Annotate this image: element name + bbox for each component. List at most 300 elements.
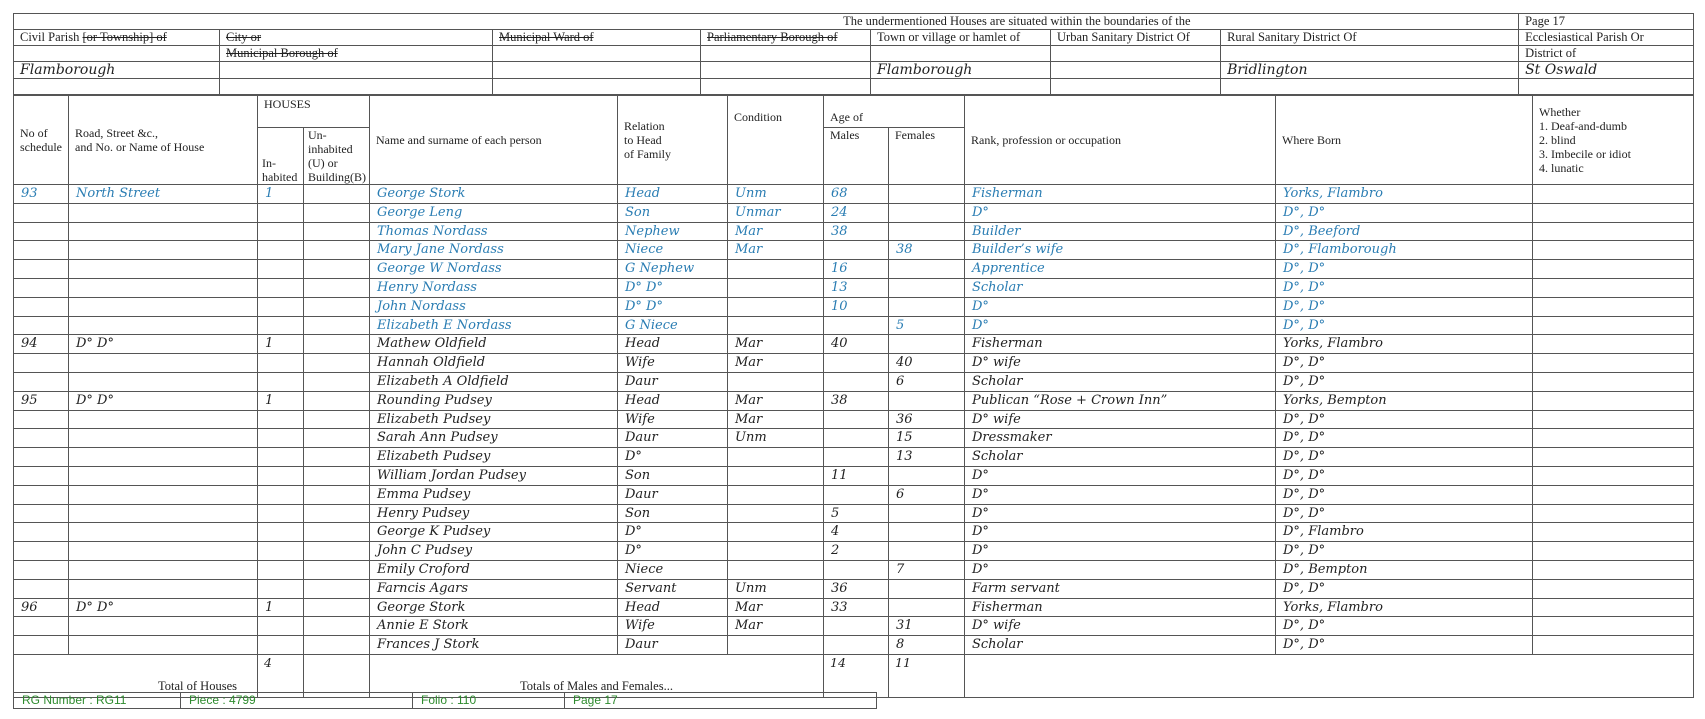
- cell-female: 13: [889, 448, 965, 467]
- district-header: [13, 13, 1694, 95]
- cell-whether: [1533, 636, 1694, 655]
- cell-relation: Son: [618, 466, 728, 485]
- cell-condition: [728, 466, 824, 485]
- cell-condition: Mar: [728, 241, 824, 260]
- cell-female: 6: [889, 485, 965, 504]
- cell-condition: Unm: [728, 429, 824, 448]
- census-row: [14, 185, 1694, 204]
- cell-inhabited: [258, 241, 304, 260]
- cell-inhabited: [258, 579, 304, 598]
- cell-male: 11: [824, 466, 889, 485]
- cell-condition: [728, 523, 824, 542]
- cell-female: [889, 185, 965, 204]
- cell-inhabited: [258, 636, 304, 655]
- condition-header: Condition: [728, 96, 824, 185]
- municipal-ward-label: Municipal Ward of: [493, 30, 701, 46]
- cell-road: [69, 466, 258, 485]
- cell-female: [889, 466, 965, 485]
- cell-whether: [1533, 598, 1694, 617]
- cell-whether: [1533, 297, 1694, 316]
- cell-road: [69, 260, 258, 279]
- cell-road: [69, 410, 258, 429]
- cell-road: North Street: [69, 185, 258, 204]
- cell-uninhabited: [304, 579, 370, 598]
- cell-male: 38: [824, 222, 889, 241]
- relation-header: Relation to Head of Family: [618, 96, 728, 185]
- cell-name: Farncis Agars: [370, 579, 618, 598]
- cell-occupation: Dressmaker: [965, 429, 1276, 448]
- cell-male: 2: [824, 542, 889, 561]
- cell-male: 4: [824, 523, 889, 542]
- urban-district-label: Urban Sanitary District Of: [1051, 30, 1221, 46]
- cell-uninhabited: [304, 429, 370, 448]
- cell-road: [69, 297, 258, 316]
- cell-inhabited: 1: [258, 598, 304, 617]
- schedule-header: No of schedule: [14, 96, 69, 185]
- parliamentary-borough-label: Parliamentary Borough of: [701, 30, 871, 46]
- cell-condition: Mar: [728, 335, 824, 354]
- cell-male: 5: [824, 504, 889, 523]
- cell-occupation: D° wife: [965, 354, 1276, 373]
- cell-whether: [1533, 222, 1694, 241]
- census-row: [14, 297, 1694, 316]
- cell-uninhabited: [304, 504, 370, 523]
- cell-occupation: D°: [965, 203, 1276, 222]
- census-row: [14, 598, 1694, 617]
- town-value: Flamborough: [871, 62, 1051, 79]
- cell-female: [889, 523, 965, 542]
- cell-born: D°, D°: [1276, 617, 1533, 636]
- cell-name: Thomas Nordass: [370, 222, 618, 241]
- cell-relation: Niece: [618, 241, 728, 260]
- cell-name: George K Pudsey: [370, 523, 618, 542]
- cell-whether: [1533, 410, 1694, 429]
- cell-female: [889, 391, 965, 410]
- cell-schedule: 93: [14, 185, 69, 204]
- rural-district-value: Bridlington: [1221, 62, 1519, 79]
- cell-born: D°, D°: [1276, 579, 1533, 598]
- census-row: [14, 542, 1694, 561]
- cell-name: Mathew Oldfield: [370, 335, 618, 354]
- cell-relation: Nephew: [618, 222, 728, 241]
- cell-male: [824, 241, 889, 260]
- cell-whether: [1533, 391, 1694, 410]
- cell-whether: [1533, 241, 1694, 260]
- cell-occupation: D° wife: [965, 410, 1276, 429]
- cell-condition: [728, 278, 824, 297]
- cell-uninhabited: [304, 542, 370, 561]
- name-header: Name and surname of each person: [370, 96, 618, 185]
- cell-occupation: D°: [965, 504, 1276, 523]
- cell-born: D°, Flamborough: [1276, 241, 1533, 260]
- census-row: [14, 560, 1694, 579]
- cell-schedule: 95: [14, 391, 69, 410]
- cell-occupation: Builder: [965, 222, 1276, 241]
- cell-road: D° D°: [69, 598, 258, 617]
- census-row: [14, 278, 1694, 297]
- cell-condition: Mar: [728, 410, 824, 429]
- cell-condition: [728, 636, 824, 655]
- cell-female: 5: [889, 316, 965, 335]
- cell-relation: D° D°: [618, 297, 728, 316]
- cell-occupation: D°: [965, 316, 1276, 335]
- cell-born: Yorks, Flambro: [1276, 335, 1533, 354]
- census-row: [14, 222, 1694, 241]
- cell-female: 40: [889, 354, 965, 373]
- cell-inhabited: [258, 523, 304, 542]
- cell-whether: [1533, 542, 1694, 561]
- cell-female: [889, 542, 965, 561]
- cell-schedule: [14, 260, 69, 279]
- cell-inhabited: 1: [258, 335, 304, 354]
- cell-inhabited: [258, 260, 304, 279]
- cell-male: 38: [824, 391, 889, 410]
- cell-female: [889, 579, 965, 598]
- census-row: [14, 335, 1694, 354]
- cell-name: Rounding Pudsey: [370, 391, 618, 410]
- cell-male: 10: [824, 297, 889, 316]
- cell-born: D°, D°: [1276, 410, 1533, 429]
- source-footer: [13, 692, 877, 709]
- cell-occupation: D°: [965, 560, 1276, 579]
- cell-female: 8: [889, 636, 965, 655]
- cell-relation: Wife: [618, 410, 728, 429]
- cell-condition: Unm: [728, 579, 824, 598]
- cell-male: 36: [824, 579, 889, 598]
- cell-born: D°, D°: [1276, 297, 1533, 316]
- cell-schedule: [14, 466, 69, 485]
- cell-occupation: Farm servant: [965, 579, 1276, 598]
- cell-uninhabited: [304, 636, 370, 655]
- cell-inhabited: [258, 354, 304, 373]
- cell-male: [824, 485, 889, 504]
- cell-condition: Mar: [728, 222, 824, 241]
- cell-relation: Head: [618, 185, 728, 204]
- cell-condition: Mar: [728, 354, 824, 373]
- cell-schedule: [14, 560, 69, 579]
- cell-schedule: [14, 372, 69, 391]
- cell-female: [889, 203, 965, 222]
- houses-header: HOUSES: [258, 96, 370, 128]
- cell-schedule: 94: [14, 335, 69, 354]
- cell-condition: [728, 448, 824, 467]
- cell-name: Elizabeth E Nordass: [370, 316, 618, 335]
- cell-inhabited: [258, 485, 304, 504]
- cell-road: D° D°: [69, 335, 258, 354]
- cell-female: [889, 598, 965, 617]
- census-row: [14, 316, 1694, 335]
- cell-occupation: D°: [965, 485, 1276, 504]
- cell-occupation: Scholar: [965, 278, 1276, 297]
- cell-condition: Mar: [728, 391, 824, 410]
- cell-uninhabited: [304, 617, 370, 636]
- cell-schedule: [14, 278, 69, 297]
- cell-condition: [728, 542, 824, 561]
- cell-schedule: [14, 316, 69, 335]
- cell-condition: Mar: [728, 598, 824, 617]
- cell-whether: [1533, 485, 1694, 504]
- total-persons-label: Totals of Males and Females...: [370, 654, 824, 697]
- cell-born: Yorks, Bempton: [1276, 391, 1533, 410]
- cell-uninhabited: [304, 278, 370, 297]
- page-number: Page 17: [1519, 14, 1694, 30]
- cell-occupation: Fisherman: [965, 335, 1276, 354]
- census-row: [14, 391, 1694, 410]
- cell-schedule: [14, 203, 69, 222]
- cell-condition: [728, 260, 824, 279]
- cell-schedule: [14, 504, 69, 523]
- cell-schedule: [14, 523, 69, 542]
- cell-road: [69, 636, 258, 655]
- cell-uninhabited: [304, 316, 370, 335]
- census-row: [14, 504, 1694, 523]
- cell-uninhabited: [304, 354, 370, 373]
- cell-female: [889, 222, 965, 241]
- cell-inhabited: [258, 542, 304, 561]
- cell-whether: [1533, 429, 1694, 448]
- cell-whether: [1533, 278, 1694, 297]
- cell-born: D°, D°: [1276, 278, 1533, 297]
- cell-whether: [1533, 316, 1694, 335]
- cell-schedule: [14, 617, 69, 636]
- census-row: [14, 523, 1694, 542]
- cell-male: [824, 636, 889, 655]
- cell-name: George Stork: [370, 185, 618, 204]
- cell-schedule: [14, 636, 69, 655]
- cell-uninhabited: [304, 241, 370, 260]
- cell-whether: [1533, 335, 1694, 354]
- cell-male: [824, 372, 889, 391]
- cell-inhabited: [258, 466, 304, 485]
- cell-relation: Head: [618, 598, 728, 617]
- cell-whether: [1533, 448, 1694, 467]
- cell-male: 33: [824, 598, 889, 617]
- cell-schedule: [14, 448, 69, 467]
- inhabited-header: In- habited: [258, 128, 304, 185]
- cell-male: [824, 429, 889, 448]
- cell-whether: [1533, 260, 1694, 279]
- census-table: [13, 95, 1694, 698]
- census-row: [14, 354, 1694, 373]
- cell-male: 24: [824, 203, 889, 222]
- boundaries-heading: The undermentioned Houses are situated within the boundaries of the: [14, 14, 1221, 30]
- census-row: [14, 372, 1694, 391]
- city-label: City or: [220, 30, 493, 46]
- cell-male: [824, 316, 889, 335]
- civil-parish-value: Flamborough: [14, 62, 220, 79]
- cell-name: Frances J Stork: [370, 636, 618, 655]
- cell-whether: [1533, 560, 1694, 579]
- cell-born: D°, D°: [1276, 448, 1533, 467]
- cell-schedule: [14, 354, 69, 373]
- cell-condition: Unmar: [728, 203, 824, 222]
- cell-condition: [728, 560, 824, 579]
- cell-condition: Unm: [728, 185, 824, 204]
- cell-relation: Daur: [618, 372, 728, 391]
- rg-number: RG Number : RG11: [14, 693, 181, 709]
- cell-road: [69, 504, 258, 523]
- cell-schedule: [14, 410, 69, 429]
- cell-occupation: Publican “Rose + Crown Inn”: [965, 391, 1276, 410]
- cell-uninhabited: [304, 485, 370, 504]
- cell-inhabited: [258, 410, 304, 429]
- cell-name: Henry Pudsey: [370, 504, 618, 523]
- cell-condition: [728, 297, 824, 316]
- cell-occupation: Apprentice: [965, 260, 1276, 279]
- cell-born: D°, Bempton: [1276, 560, 1533, 579]
- cell-name: Henry Nordass: [370, 278, 618, 297]
- cell-road: [69, 222, 258, 241]
- cell-road: [69, 372, 258, 391]
- cell-whether: [1533, 466, 1694, 485]
- piece-number: Piece : 4799: [181, 693, 413, 709]
- cell-schedule: [14, 297, 69, 316]
- cell-uninhabited: [304, 185, 370, 204]
- census-row: [14, 485, 1694, 504]
- total-houses-value: 4: [258, 654, 304, 697]
- occupation-header: Rank, profession or occupation: [965, 96, 1276, 185]
- cell-condition: Mar: [728, 617, 824, 636]
- census-row: [14, 260, 1694, 279]
- cell-name: George W Nordass: [370, 260, 618, 279]
- cell-male: [824, 617, 889, 636]
- census-row: [14, 241, 1694, 260]
- cell-born: D°, D°: [1276, 636, 1533, 655]
- cell-name: Elizabeth Pudsey: [370, 448, 618, 467]
- cell-schedule: [14, 485, 69, 504]
- cell-schedule: [14, 222, 69, 241]
- cell-female: 15: [889, 429, 965, 448]
- cell-relation: G Niece: [618, 316, 728, 335]
- cell-uninhabited: [304, 448, 370, 467]
- cell-born: D°, D°: [1276, 542, 1533, 561]
- age-header: Age of: [824, 96, 965, 128]
- cell-male: 40: [824, 335, 889, 354]
- cell-whether: [1533, 504, 1694, 523]
- cell-road: [69, 523, 258, 542]
- cell-road: [69, 560, 258, 579]
- cell-name: Emily Croford: [370, 560, 618, 579]
- cell-inhabited: [258, 504, 304, 523]
- cell-road: [69, 203, 258, 222]
- rural-district-label: Rural Sanitary District Of: [1221, 30, 1519, 46]
- cell-occupation: Fisherman: [965, 598, 1276, 617]
- cell-male: [824, 560, 889, 579]
- cell-female: [889, 260, 965, 279]
- cell-name: Elizabeth A Oldfield: [370, 372, 618, 391]
- cell-relation: Servant: [618, 579, 728, 598]
- total-males: 14: [824, 654, 889, 697]
- cell-uninhabited: [304, 523, 370, 542]
- cell-uninhabited: [304, 297, 370, 316]
- cell-uninhabited: [304, 466, 370, 485]
- cell-male: [824, 354, 889, 373]
- cell-female: 6: [889, 372, 965, 391]
- cell-born: D°, Flambro: [1276, 523, 1533, 542]
- cell-relation: D°: [618, 542, 728, 561]
- cell-born: D°, D°: [1276, 203, 1533, 222]
- cell-condition: [728, 485, 824, 504]
- cell-inhabited: 1: [258, 391, 304, 410]
- cell-inhabited: [258, 203, 304, 222]
- cell-born: Yorks, Flambro: [1276, 185, 1533, 204]
- cell-relation: D° D°: [618, 278, 728, 297]
- cell-occupation: D°: [965, 542, 1276, 561]
- cell-uninhabited: [304, 222, 370, 241]
- uninhabited-header: Un- inhabited (U) or Building(B): [304, 128, 370, 185]
- cell-inhabited: [258, 316, 304, 335]
- cell-whether: [1533, 617, 1694, 636]
- census-row: [14, 429, 1694, 448]
- cell-relation: Daur: [618, 429, 728, 448]
- cell-born: D°, D°: [1276, 372, 1533, 391]
- cell-born: D°, D°: [1276, 260, 1533, 279]
- cell-inhabited: [258, 429, 304, 448]
- cell-name: George Stork: [370, 598, 618, 617]
- census-row: [14, 448, 1694, 467]
- cell-relation: Daur: [618, 485, 728, 504]
- cell-occupation: Fisherman: [965, 185, 1276, 204]
- cell-condition: [728, 316, 824, 335]
- cell-female: [889, 335, 965, 354]
- cell-relation: Niece: [618, 560, 728, 579]
- cell-name: Annie E Stork: [370, 617, 618, 636]
- cell-occupation: Builder’s wife: [965, 241, 1276, 260]
- cell-relation: Daur: [618, 636, 728, 655]
- cell-uninhabited: [304, 391, 370, 410]
- cell-road: [69, 617, 258, 636]
- cell-occupation: D°: [965, 466, 1276, 485]
- cell-born: D°, Beeford: [1276, 222, 1533, 241]
- cell-uninhabited: [304, 598, 370, 617]
- cell-name: John C Pudsey: [370, 542, 618, 561]
- cell-female: 7: [889, 560, 965, 579]
- cell-female: [889, 278, 965, 297]
- cell-road: [69, 429, 258, 448]
- cell-condition: [728, 372, 824, 391]
- census-row: [14, 617, 1694, 636]
- cell-relation: Head: [618, 335, 728, 354]
- cell-born: D°, D°: [1276, 354, 1533, 373]
- cell-whether: [1533, 203, 1694, 222]
- census-row: [14, 636, 1694, 655]
- census-sheet: [13, 13, 1693, 698]
- cell-name: Sarah Ann Pudsey: [370, 429, 618, 448]
- cell-male: [824, 448, 889, 467]
- cell-name: William Jordan Pudsey: [370, 466, 618, 485]
- cell-relation: Wife: [618, 354, 728, 373]
- cell-road: [69, 278, 258, 297]
- birthplace-header: Where Born: [1276, 96, 1533, 185]
- cell-female: 38: [889, 241, 965, 260]
- cell-road: [69, 316, 258, 335]
- cell-relation: Head: [618, 391, 728, 410]
- cell-male: 68: [824, 185, 889, 204]
- cell-female: 31: [889, 617, 965, 636]
- cell-road: D° D°: [69, 391, 258, 410]
- cell-relation: Wife: [618, 617, 728, 636]
- road-header: Road, Street &c., and No. or Name of House: [69, 96, 258, 185]
- cell-female: [889, 297, 965, 316]
- cell-female: 36: [889, 410, 965, 429]
- cell-occupation: Scholar: [965, 448, 1276, 467]
- cell-inhabited: 1: [258, 185, 304, 204]
- cell-uninhabited: [304, 560, 370, 579]
- cell-born: D°, D°: [1276, 316, 1533, 335]
- census-row: [14, 410, 1694, 429]
- ecclesiastical-district-label: District of: [1519, 46, 1694, 62]
- cell-schedule: 96: [14, 598, 69, 617]
